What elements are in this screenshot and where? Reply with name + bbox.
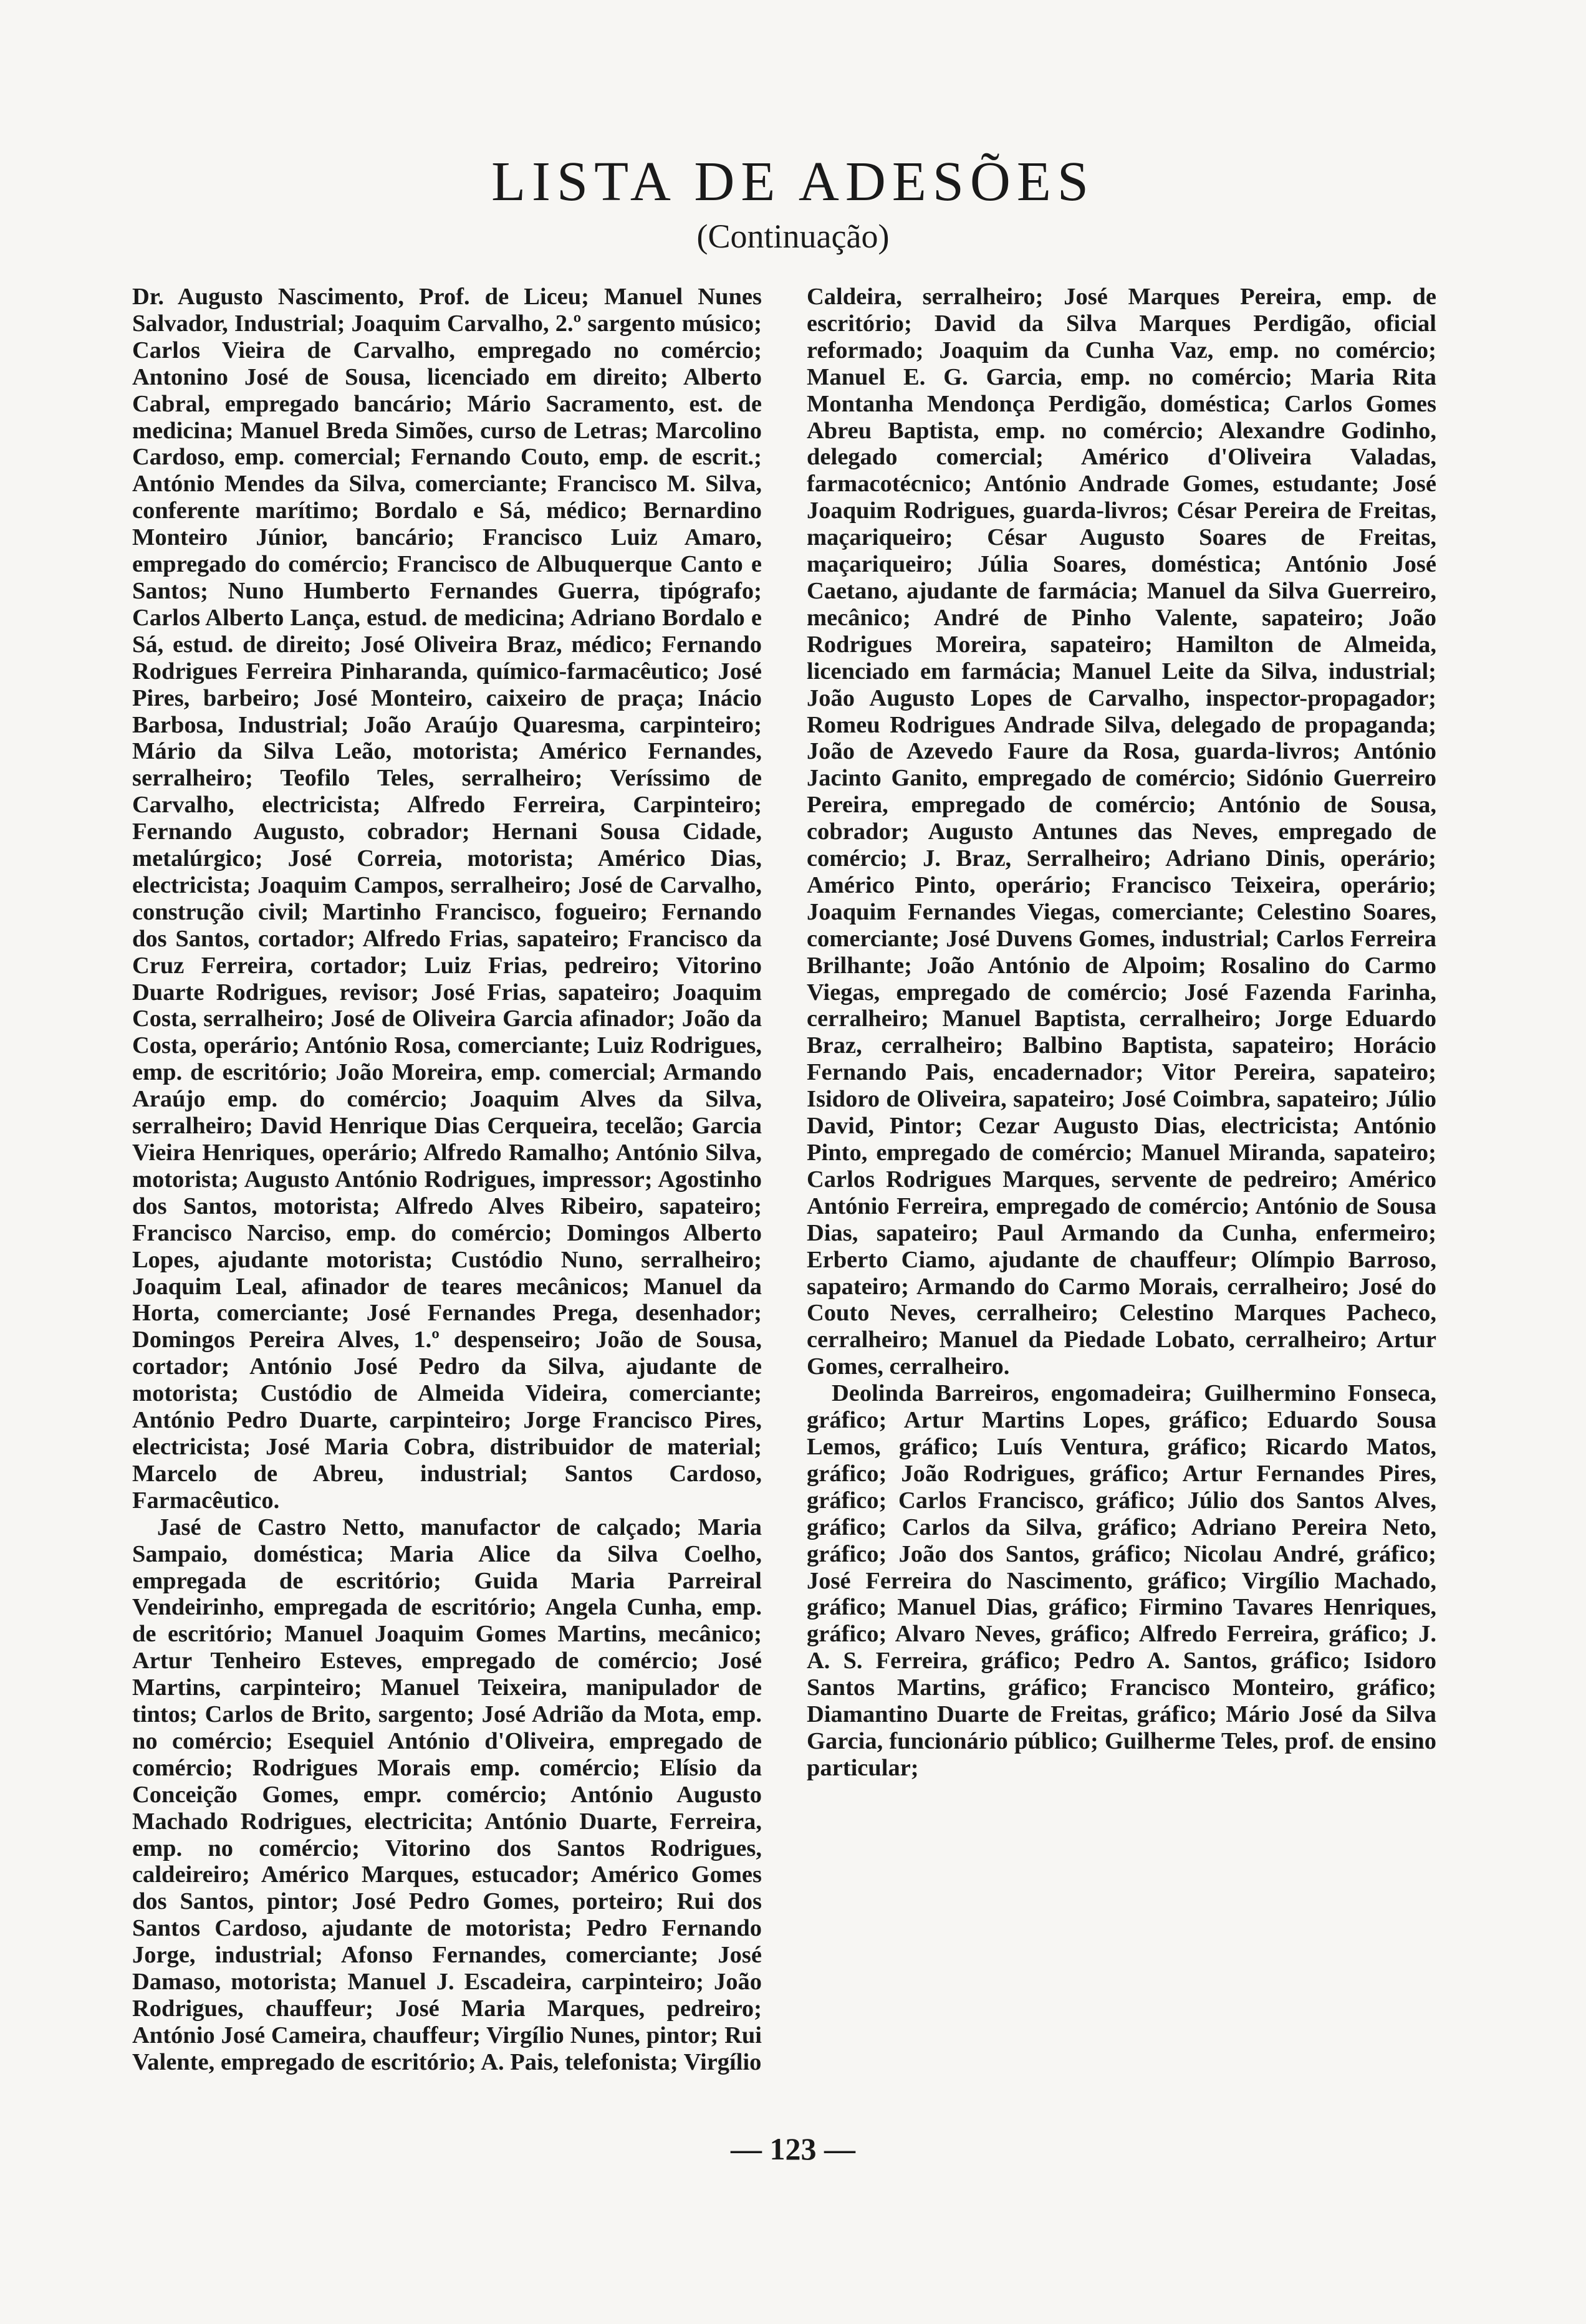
paragraph: Deolinda Barreiros, engomadeira; Guilhermino Fonseca, gráfico; Artur Martins Lopes, gráfico; Eduardo Sousa Lemos, gráfico; Luís Ventura, gráfico; Ricardo Matos, gráfico; João Rodrigues, gráfico; Artur Fernandes Pires, gráfico; Carlos Francisco, gráfico; Júlio dos Santos Alves, gráfico; Carlos da Silva, gráfico; Adriano Pereira Neto, gráfico; João dos Santos, gráfico; Nicolau André, gráfico; José Ferreira do Nascimento, gráfico; Virgílio Machado, gráfico; Manuel Dias, gráfico; Firmino Tavares Henriques, gráfico; Alvaro Neves, gráfico; Alfredo Ferreira, gráfico; J. A. S. Ferreira, gráfico; Pedro A. Santos, gráfico; Isidoro Santos Martins, gráfico; Francisco Monteiro, gráfico; Diamantino Duarte de Freitas, gráfico; Mário José da Silva Garcia, funcionário público; Guilherme Teles, prof. de ensino particular; (807, 1380, 1436, 1781)
page-number: — 123 — (731, 2131, 855, 2166)
page-subtitle: (Continuação) (696, 218, 890, 255)
paragraph: Dr. Augusto Nascimento, Prof. de Liceu; Manuel Nunes Salvador, Industrial; Joaquim Carvalho, 2.º sargento músico; Carlos Vieira de Carvalho, empregado no comércio; Antonino José de Sousa, licenciado em direito; Alberto Cabral, empregado bancário; Mário Sacramento, est. de medicina; Manuel Breda Simões, curso de Letras; Marcolino Cardoso, emp. comercial; Fernando Couto, emp. de escrit.; António Mendes da Silva, comerciante; Francisco M. Silva, conferente marítimo; Bordalo e Sá, médico; Bernardino Monteiro Júnior, bancário; Francisco Luiz Amaro, empregado do comércio; Francisco de Albuquerque Canto e Santos; Nuno Humberto Fernandes Guerra, tipógrafo; Carlos Alberto Lança, estud. de medicina; Adriano Bordalo e Sá, estud. de direito; José Oliveira Braz, médico; Fernando Rodrigues Ferreira Pinharanda, químico-farmacêutico; José Pires, barbeiro; José Monteiro, caixeiro de praça; Inácio Barbosa, Industrial; João Araújo Quaresma, carpinteiro; Mário da Silva Leão, motorista; Américo Fernandes, serralheiro; Teofilo Teles, serralheiro; Veríssimo de Carvalho, electricista; Alfredo Ferreira, Carpinteiro; Fernando Augusto, cobrador; Hernani Sousa Cidade, metalúrgico; José Correia, motorista; Américo Dias, electricista; Joaquim Campos, serralheiro; José de Carvalho, construção civil; Martinho Francisco, fogueiro; Fernando dos Santos, cortador; Alfredo Frias, sapateiro; Francisco da Cruz Ferreira, cortador; Luiz Frias, pedreiro; Vitorino Duarte Rodrigues, revisor; José Frias, sapateiro; Joaquim Costa, serralheiro; José de Oliveira Garcia afinador; João da Costa, operário; António Rosa, comerciante; Luiz Rodrigues, emp. de escritório; João Moreira, emp. comercial; Armando Araújo emp. do comércio; Joaquim Alves da Silva, serralheiro; David Henrique Dias Cerqueira, tecelão; Garcia Vieira Henriques, operário; Alfredo Ramalho; António Silva, motorista; Augusto António Rodrigues, impressor; Agostinho dos Santos, motorista; Alfredo Alves Ribeiro, sapateiro; Francisco Narciso, emp. do comércio; Domingos Alberto Lopes, ajudante motorista; Custódio Nuno, serralheiro; Joaquim Leal, afinador de teares mecânicos; Manuel da Horta, comerciante; José Fernandes Prega, desenhador; Domingos Pereira Alves, 1.º despenseiro; João de Sousa, cortador; António José Pedro da Silva, ajudante de motorista; Custódio de Almeida Videira, comerciante; António Pedro Duarte, carpinteiro; Jorge Francisco Pires, electricista; José Maria Cobra, distribuidor de material; Marcelo de Abreu, industrial; Santos Cardoso, Farmacêutico. (132, 284, 762, 1514)
paragraph: Jasé de Castro Netto, manufactor de calçado; Maria Sampaio, doméstica; Maria Alice da Silva Coelho, empregada de escritório; Guida Maria Parreiral Vendeirinho, empregada de escritório; Angela Cunha, emp. de escritório; Manuel Joaquim Gomes Martins, mecânico; Artur Tenheiro Esteves, empregado de comércio; José Martins, carpinteiro; Manuel Teixeira, manipulador de tintos; Carlos de Brito, sargento; José Adrião da Mota, emp. no comércio; Esequiel António d'Oliveira, empregado de comércio; Rodrigues Morais emp. comércio; Elísio da Conceição Gomes, empr. comércio; António Augusto Machado Rodrigues, electricita; António Duarte, Ferreira, emp. no comércio; Vitorino dos Santos Rodrigues, caldeireiro; Américo Marques, estucador; Américo Gomes dos Santos, pintor; José Pedro Gomes, porteiro; Rui dos Santos Cardoso, ajudante de motorista; Pedro Fernando Jorge, industrial; Afonso Fernandes, comerciante; José Damaso, motorista; Manuel J. Escadeira, carpinteiro; João Rodrigues, chauffeur; José Maria Marques, pedreiro; António José Cameira, chauffeur; Virgílio Nunes, pintor; Rui Valente, empregado de escritório; A. Pais, telefonista; Virgílio (132, 1514, 762, 2075)
text-column-left (132, 284, 762, 2076)
text-column-right (807, 284, 1436, 1782)
page-title: LISTA DE ADESÕES (491, 151, 1095, 213)
paragraph-continuation: Caldeira, serralheiro; José Marques Pereira, emp. de escritório; David da Silva Marques Perdigão, oficial reformado; Joaquim da Cunha Vaz, emp. no comércio; Manuel E. G. Garcia, emp. no comércio; Maria Rita Montanha Mendonça Perdigão, doméstica; Carlos Gomes Abreu Baptista, emp. no comércio; Alexandre Godinho, delegado comercial; Américo d'Oliveira Valadas, farmacotécnico; António Andrade Gomes, estudante; José Joaquim Rodrigues, guarda-livros; César Pereira de Freitas, maçariqueiro; César Augusto Soares de Freitas, maçariqueiro; Júlia Soares, doméstica; António José Caetano, ajudante de farmácia; Manuel da Silva Guerreiro, mecânico; André de Pinho Valente, sapateiro; João Rodrigues Moreira, sapateiro; Hamilton de Almeida, licenciado em farmácia; Manuel Leite da Silva, industrial; João Augusto Lopes de Carvalho, inspector-propagador; Romeu Rodrigues Andrade Silva, delegado de propaganda; João de Azevedo Faure da Rosa, guarda-livros; António Jacinto Ganito, empregado de comércio; Sidónio Guerreiro Pereira, empregado de comércio; António de Sousa, cobrador; Augusto Antunes das Neves, empregado de comércio; J. Braz, Serralheiro; Adriano Dinis, operário; Américo Pinto, operário; Francisco Teixeira, operário; Joaquim Fernandes Viegas, comerciante; Celestino Soares, comerciante; José Duvens Gomes, industrial; Carlos Ferreira Brilhante; João António de Alpoim; Rosalino do Carmo Viegas, empregado de comércio; José Fazenda Farinha, cerralheiro; Manuel Baptista, cerralheiro; Jorge Eduardo Braz, cerralheiro; Balbino Baptista, sapateiro; Horácio Fernando Pais, encadernador; Vitor Pereira, sapateiro; Isidoro de Oliveira, sapateiro; José Coimbra, sapateiro; Júlio David, Pintor; Cezar Augusto Dias, electricista; António Pinto, empregado de comércio; Manuel Miranda, sapateiro; Carlos Rodrigues Marques, servente de pedreiro; Américo António Ferreira, empregado de comércio; António de Sousa Dias, sapateiro; Paul Armando da Cunha, enfermeiro; Erberto Ciamo, ajudante de chauffeur; Olímpio Barroso, sapateiro; Armando do Carmo Morais, cerralheiro; José do Couto Neves, cerralheiro; Celestino Marques Pacheco, cerralheiro; Manuel da Piedade Lobato, cerralheiro; Artur Gomes, cerralheiro. (807, 284, 1436, 1380)
